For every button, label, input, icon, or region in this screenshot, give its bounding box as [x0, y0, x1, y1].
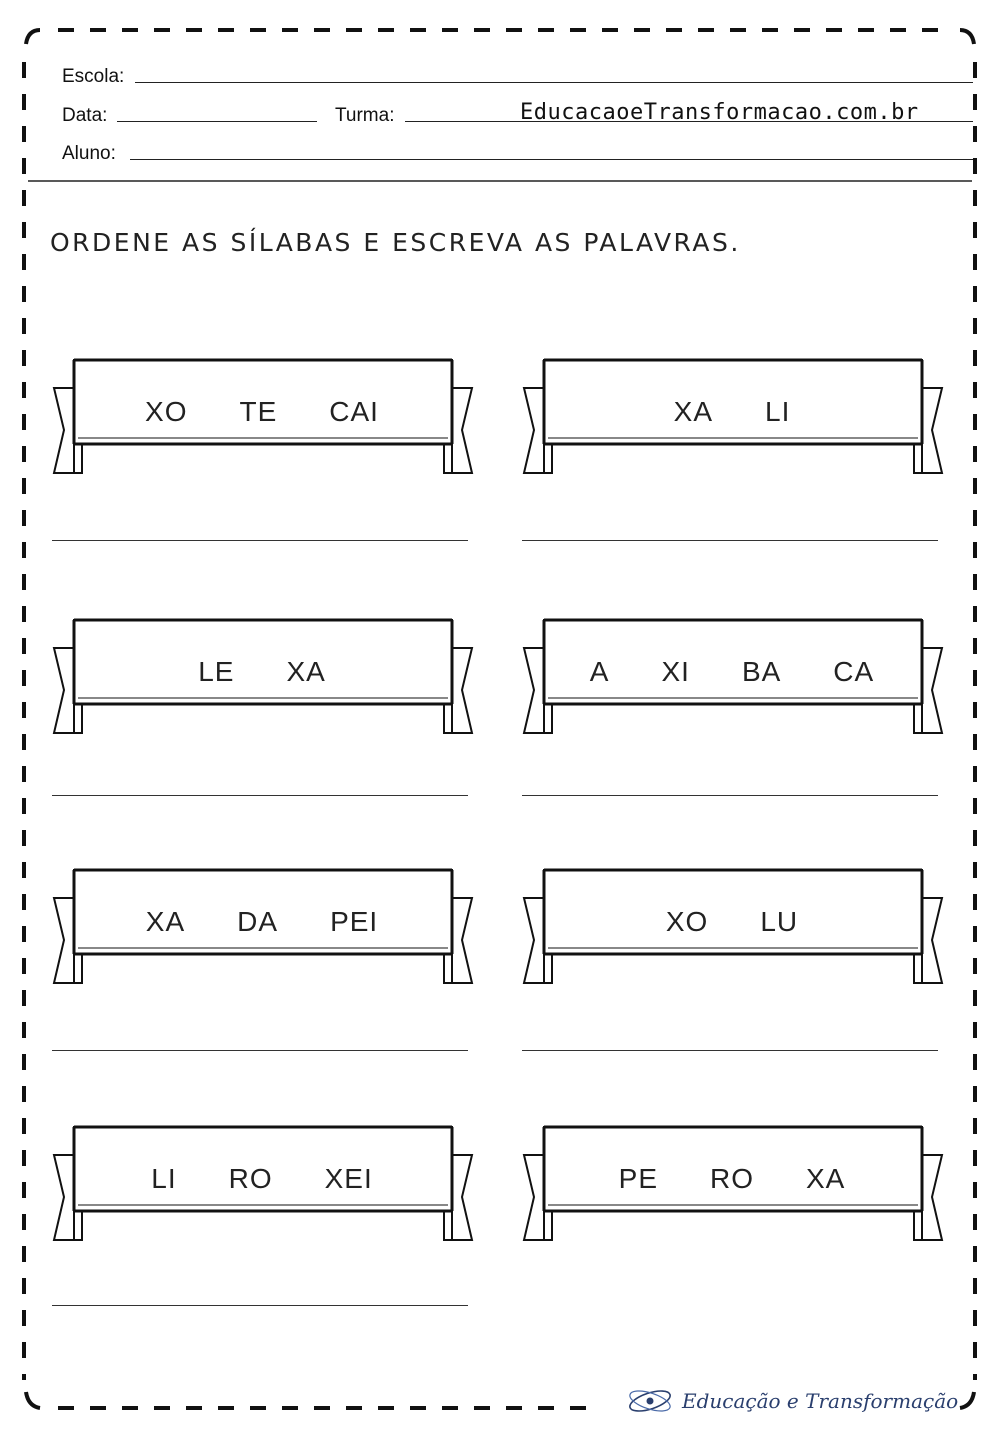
- syllable: XI: [661, 656, 690, 687]
- syllable-group: [74, 896, 450, 948]
- syllable: LI: [765, 396, 791, 427]
- answer-line-6[interactable]: [522, 1050, 938, 1051]
- answer-line-3[interactable]: [52, 795, 468, 796]
- syllable: XA: [673, 396, 713, 427]
- syllable: XEI: [324, 1163, 373, 1194]
- orbit-logo-icon: [626, 1386, 674, 1416]
- escola-label: Escola:: [62, 66, 125, 87]
- syllable-group: [74, 1153, 450, 1205]
- syllable: PE: [618, 1163, 658, 1194]
- instruction-heading: ORDENE AS SÍLABAS E ESCREVA AS PALAVRAS.: [50, 228, 741, 257]
- brand-logo: [626, 1386, 958, 1416]
- syllable-banner-7: [52, 1125, 474, 1243]
- syllable: PEI: [330, 906, 379, 937]
- syllable-group: [74, 646, 450, 698]
- syllable: CA: [833, 656, 875, 687]
- syllable: DA: [237, 906, 279, 937]
- syllable-banner-6: [522, 868, 944, 986]
- website-watermark: EducacaoeTransformacao.com.br: [520, 100, 919, 125]
- syllable: TE: [239, 396, 278, 427]
- turma-label: Turma:: [335, 105, 395, 126]
- answer-line-1[interactable]: [52, 540, 468, 541]
- syllable-banner-5: [52, 868, 474, 986]
- answer-line-7[interactable]: [52, 1305, 468, 1306]
- syllable: LI: [151, 1163, 177, 1194]
- syllable: RO: [710, 1163, 754, 1194]
- syllable: XA: [806, 1163, 846, 1194]
- aluno-label: Aluno:: [62, 143, 116, 164]
- syllable-banner-4: [522, 618, 944, 736]
- escola-field[interactable]: [135, 82, 973, 83]
- aluno-field[interactable]: [130, 159, 973, 160]
- syllable-group: [544, 1153, 920, 1205]
- brand-name: Educação e Transformação: [682, 1389, 959, 1413]
- syllable-group: [74, 386, 450, 438]
- syllable-banner-2: [522, 358, 944, 476]
- syllable-banner-3: [52, 618, 474, 736]
- data-label: Data:: [62, 105, 108, 126]
- syllable: XA: [145, 906, 186, 937]
- syllable: XO: [665, 906, 709, 937]
- syllable: LE: [198, 656, 235, 687]
- syllable-group: [544, 896, 920, 948]
- syllable: XO: [145, 396, 188, 427]
- answer-line-2[interactable]: [522, 540, 938, 541]
- syllable-banner-8: [522, 1125, 944, 1243]
- answer-line-5[interactable]: [52, 1050, 468, 1051]
- syllable-group: [544, 646, 920, 698]
- syllable: LU: [760, 906, 799, 937]
- data-field[interactable]: [117, 121, 317, 122]
- syllable-group: [544, 386, 920, 438]
- syllable: XA: [286, 656, 326, 687]
- syllable: RO: [228, 1163, 273, 1194]
- syllable-banner-1: [52, 358, 474, 476]
- answer-line-4[interactable]: [522, 795, 938, 796]
- syllable: BA: [741, 656, 782, 687]
- syllable: A: [589, 656, 610, 687]
- syllable: CAI: [329, 396, 379, 427]
